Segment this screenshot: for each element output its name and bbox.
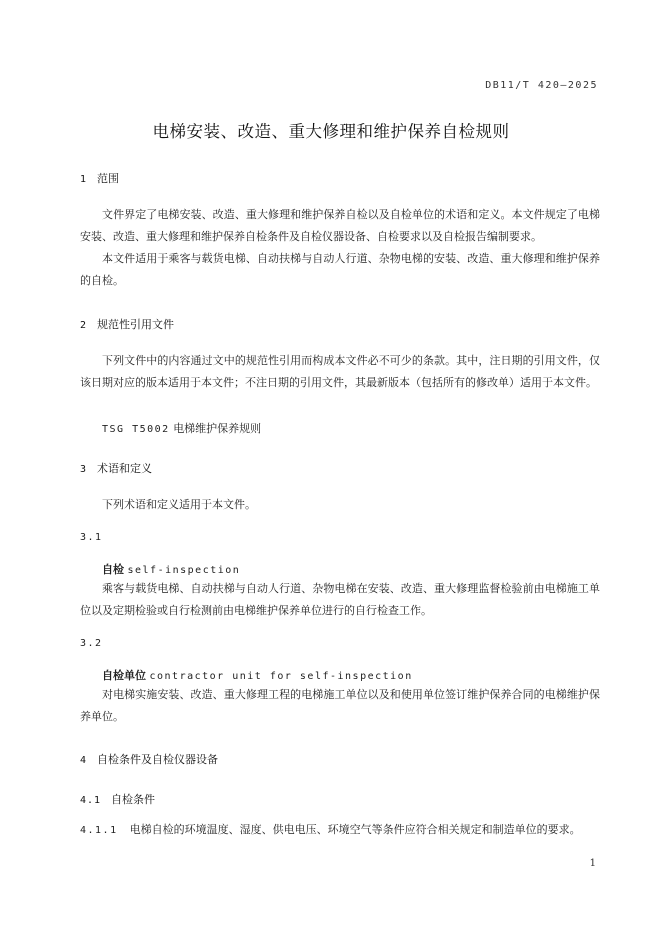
section-number: 3 — [80, 464, 88, 475]
term-chinese: 自检单位 — [102, 669, 146, 682]
section-title: 范围 — [97, 172, 120, 185]
subsection-4-1-heading — [80, 791, 155, 807]
page-number: 1 — [589, 858, 596, 869]
normative-reference — [102, 420, 261, 436]
reference-title: 电梯维护保养规则 — [173, 422, 262, 435]
section-title: 自检条件及自检仪器设备 — [97, 753, 219, 766]
section-number: 4 — [80, 755, 88, 766]
clause-number: 3.2 — [80, 638, 103, 649]
paragraph: 下列文件中的内容通过文中的规范性引用而构成本文件必不可少的条款。其中，注日期的引用文件，仅该日期对应的版本适用于本文件；不注日期的引用文件，其最新版本（包括所有的修改单）适用于本文件。 — [80, 354, 600, 389]
standard-code: DB11/T 420—2025 — [485, 80, 598, 91]
term-chinese: 自检 — [102, 563, 124, 576]
clause-text: 电梯自检的环境温度、湿度、供电电压、环境空气等条件应符合相关规定和制造单位的要求。 — [129, 823, 581, 836]
term-entry — [102, 561, 240, 577]
section-4-heading — [80, 751, 218, 767]
section-title: 术语和定义 — [97, 462, 153, 475]
reference-code: TSG T5002 — [102, 424, 170, 435]
subsection-title: 自检条件 — [111, 793, 156, 806]
section-2-heading — [80, 316, 174, 332]
clause-number: 4.1.1 — [80, 825, 118, 836]
section-1-heading — [80, 170, 119, 186]
document-title: 电梯安装、改造、重大修理和维护保养自检规则 — [152, 122, 510, 141]
section-number: 1 — [80, 174, 88, 185]
term-entry — [102, 667, 413, 683]
paragraph: 本文件适用于乘客与载货电梯、自动扶梯与自动人行道、杂物电梯的安装、改造、重大修理和维护保养的自检。 — [80, 252, 600, 287]
term-english: self-inspection — [127, 565, 241, 576]
subsection-number: 4.1 — [80, 795, 102, 806]
term-definition: 对电梯实施安装、改造、重大修理工程的电梯施工单位以及和使用单位签订维护保养合同的电梯维护保养单位。 — [80, 688, 600, 723]
clause-4-1-1 — [80, 821, 581, 837]
section-number: 2 — [80, 320, 88, 331]
section-title: 规范性引用文件 — [97, 318, 175, 331]
paragraph: 下列术语和定义适用于本文件。 — [102, 498, 256, 511]
paragraph: 文件界定了电梯安装、改造、重大修理和维护保养自检以及自检单位的术语和定义。本文件规定了电梯安装、改造、重大修理和维护保养自检条件及自检仪器设备、自检要求以及自检报告编制要求。 — [80, 208, 600, 243]
term-english: contractor unit for self-inspection — [149, 671, 413, 682]
section-3-heading — [80, 460, 152, 476]
clause-number: 3.1 — [80, 532, 103, 543]
term-definition: 乘客与载货电梯、自动扶梯与自动人行道、杂物电梯在安装、改造、重大修理监督检验前由电梯施工单位以及定期检验或自行检测前由电梯维护保养单位进行的自行检查工作。 — [80, 582, 600, 617]
